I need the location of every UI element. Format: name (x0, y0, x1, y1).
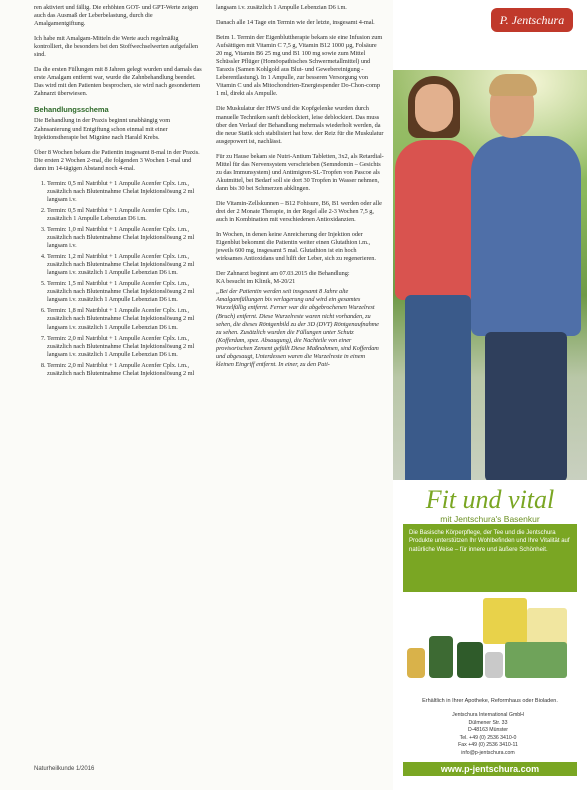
woman-face (415, 84, 453, 132)
paragraph: Beim 1. Termin der Eigenbluttherapie bekam sie eine Infusion zum Aufsättigen mit Vitamin C 7,5 g, Vitamin B12 1000 µg, Folsäure 20 mg, Vitamin B6 25 mg und B1 100 mg sowie zum Mittel Schüssler Pflüger (Homöopathisches Schwermetallmittel) und Taraxis (Samen Kohlgold aus Blut- und Gewebereinigung - Leberentlastung). In 1 Ampulle, zur besseren Versorgung von Vitamin C und als Mitochondrien-Energiespender Do-Chon-comp 1 ml, direkt als Ampulle. (216, 34, 383, 98)
couple-photo (393, 70, 587, 480)
product-box (483, 598, 527, 644)
paragraph: Die Vitamin-Zellskunnen – B12 Fohisure, B6, B1 werden oder alle drei der 2 Monate Therapie, in der Regel alle 2-3 Wochen 7,5 g, auch in Kombination mit verschiedenen Antioxidanzien. (216, 199, 382, 224)
availability-note: Erhältlich in Ihrer Apotheke, Reformhaus oder Bioladen. (422, 698, 558, 704)
paragraph: Der Zahnarzt beginnt am 07.03.2015 die Behandlung: (216, 270, 350, 278)
address-line: Tel. +49 (0) 2536 3410-0 (459, 734, 517, 741)
address-line: D-48163 Münster (467, 727, 509, 733)
address-line: Jentschura International GmbH (452, 712, 524, 718)
treatment-list (34, 180, 204, 378)
product-jar (407, 648, 425, 678)
paragraph: Für zu Hause bekam sie Nutri-Antium Tabletten, 3x2, als Retardial-Mittel für das Nervensystem verschrieben (Semndomin – Gesichts zu das Immunsystem) und Antimigren-SL-Tropfen von Pascoe als Akutmittel, bei Bedarf soll sie dort 30 Tropfen in Wasser nehmen, dann bis 30 bei Schmerzen abklingen. (216, 152, 384, 192)
list-item: 8. Termin: 2,0 ml Natriblut + 1 Ampulle Acenfer Cplx. i.m., zusätzlich nach Blutentnahme Chelat Injektionslösung 2 ml (47, 362, 204, 378)
list-item: 7. Termin: 2,0 ml Natriblut + 1 Ampulle Acenfer Cplx. i.m., zusätzlich nach Blutentnahme Chelat Injektionslösung 2 ml langsam i.v. zusätzlich 1 Ampulle Lebenzian D6 i.m. (47, 335, 204, 359)
woman-figure (395, 140, 477, 300)
paragraph: ren aktiviert und fällig. Die erhöhten GOT- und GPT-Werte zeigen auch das Ausmaß der Leberbelastung, durch die Amalgamentgiftung. (34, 4, 199, 28)
paragraph: Über 8 Wochen bekam die Patientin insgesamt 8-mal in der Praxis. Die ersten 2 Wochen 2-mal, die folgenden 3 Wochen 1-mal und dann im 14-tägigen Abstand noch 4-mal. (34, 148, 200, 172)
list-item: 5. Termin: 1,5 ml Natriblut + 1 Ampulle Acenfer Cplx. i.m., zusätzlich nach Blutentnahme Chelat Injektionslösung 2 ml langsam i.v. zusätzlich 1 Ampulle Lebenzian D6 i.m. (47, 280, 204, 304)
text-column-right (216, 4, 384, 376)
page-footer: Naturheilkunde 1/2016 (34, 766, 95, 772)
man-hair (489, 74, 537, 96)
list-item: 3. Termin: 1,0 ml Natriblut + 1 Ampulle Acenfer Cplx. i.m., zusätzlich nach Blutentnahme Chelat Injektionslösung 2 ml langsam i.v. (47, 226, 204, 250)
company-address (413, 712, 563, 757)
paragraph: KA besucht im Klinik, M-20/21 (216, 278, 296, 286)
paragraph: Die Behandlung in der Praxis beginnt unabhängig vom Zahnsanierung und Entgiftung schon einmal mit einer Injektionstherapie bei Migräne nach Harald Krebs. (34, 117, 171, 141)
product-jar (457, 642, 483, 678)
address-line: Dülmener Str. 33 (468, 719, 508, 726)
product-jar (429, 636, 453, 678)
quote-paragraph: „Bei der Patientin werden seit insgesamt 8 Jahre alte Amalgamfüllungen bis verlagerung und wird ein gesamtes Wurzelfüllig entfernt. Ferner war die abgebrochenen Wurzelrest (Bruch) entfernt. Diese Wurzelreste waren nicht vorhanden, zu sehen, die dieses Röntgenbild zu der 3D (DVT) Röntgenaufnahme zu sehen. Zusätzlich wurden die Füllungen unter Schutz (Kofferdam, spez. Absaugung), die Nachteile von einer provisorischen Zement gefüllt Diese Maßnahmen, sind Kofferdam und abgesaugt, Unterdessen waren die Wurzelreste in einem kleinen Eingriff entfernt. In einer, zu den Pati- (216, 288, 379, 368)
list-item: 2. Termin: 0,5 ml Natriblut + 1 Ampulle Acenfer Cplx. i.m., zusätzlich 1 Ampulle Lebenzian D6 i.m. (47, 207, 204, 223)
product-box (505, 642, 567, 678)
ad-title: Fit und vital (425, 485, 555, 514)
address-line: Fax +49 (0) 2536 3410-11 (458, 742, 518, 748)
list-item: 6. Termin: 1,8 ml Natriblut + 1 Ampulle Acenfer Cplx. i.m., zusätzlich nach Blutentnahme Chelat Injektionslösung 2 ml langsam i.v. zusätzlich 1 Ampulle Lebenzian D6 i.m. (47, 307, 204, 331)
brand-logo: P. Jentschura (491, 8, 573, 32)
man-figure (471, 136, 581, 336)
paragraph: Danach alle 14 Tage ein Termin wie der letzte, insgesamt 4-mal. (216, 19, 375, 27)
ad-subtitle: mit Jentschura's Basenkur (440, 514, 540, 524)
product-jar (485, 652, 503, 678)
website-link[interactable]: www.p-jentschura.com (403, 762, 577, 776)
man-jeans (485, 332, 567, 480)
ad-headline (393, 486, 587, 524)
product-group (405, 596, 575, 686)
paragraph: Die Muskulatur der HWS und die Kopfgelenke wurden durch manuelle Techniken sanft deblockiert, leise deblockiert. Das muss über den Verlauf der Behandlung mehrmals wiederholt werden, da die neue Statik sich stabilisiert hat bzw. der Reiz für die Muskulatur ausgepowert ist, nachlässt. (216, 105, 384, 145)
address-line: info@p-jentschura.com (461, 749, 515, 756)
text-column-left (34, 4, 204, 381)
list-item: 4. Termin: 1,2 ml Natriblut + 1 Ampulle Acenfer Cplx. i.m., zusätzlich nach Blutentnahme Chelat Injektionslösung 2 ml langsam i.v. zusätzlich 1 Ampulle Lebenzian D6 i.m. (47, 253, 204, 277)
paragraph: Ich habe mit Amalgam-Mitteln die Werte auch regelmäßig kontrolliert, die besonders bei den Stoffwechselwerten aufgefallen sind. (34, 35, 198, 59)
paragraph: langsam i.v. zusätzlich 1 Ampulle Lebenzian D6 i.m. (216, 4, 347, 11)
list-item: 1. Termin: 0,5 ml Natriblut + 1 Ampulle Acenfer Cplx. i.m., zusätzlich nach Blutentnahme Chelat Injektionslösung 2 ml langsam i.v. (47, 180, 204, 204)
paragraph: Da die ersten Füllungen mit 8 Jahren gelegt wurden und damals das erste Amalgam entfernt war, wurde die Zahnbehandlung beendet. Das wird mit den Patienten besprochen, sie wird nach gesondertem Zahnarzt überwiesen. (34, 66, 202, 98)
section-heading: Behandlungsschema (34, 105, 109, 115)
paragraph: In Wochen, in denen keine Anreicherung der Injektion oder Eigenblut bekommt die Patientin weiter einen Glutathion i.m., jeweils 600 mg, insgesamt 5 mal. Glutathion ist ein hoch wirksames Antioxidans und hilft der Leber, sich zu regenerieren. (216, 231, 376, 263)
ad-text-box: Die Basische Körperpflege, der Tee und die Jentschura Produkte unterstützen Ihr Wohlbefinden und Ihre Vitalität auf natürliche Weise – für innere und äußere Schönheit. (403, 524, 577, 592)
woman-jeans (405, 295, 471, 480)
advertisement (393, 0, 587, 790)
